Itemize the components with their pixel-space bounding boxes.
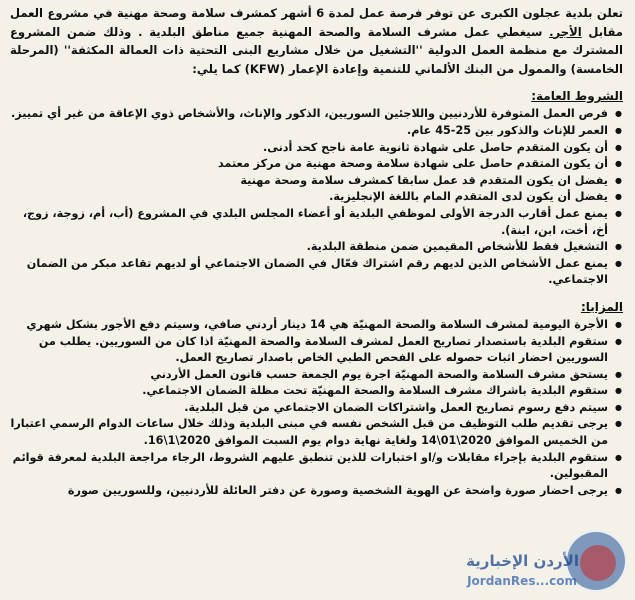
watermark-url: JordanRes...com xyxy=(467,574,577,588)
condition-item: ● يفضل ان يكون المتقدم قد عمل سابقا كمشرف سلامة وصحة مهنية xyxy=(10,173,623,190)
benefits-list xyxy=(10,317,623,500)
general-conditions-list xyxy=(10,106,623,289)
general-conditions-title: الشروط العامة: xyxy=(531,89,623,104)
condition-item: ● أن يكون المتقدم حاصل على شهادة ثانوية عامة ناجح كحد أدنى. xyxy=(10,140,623,157)
benefit-item: ● ستقوم البلدية باستصدار تصاريح العمل لمشرف السلامة والصحة المهنيّة اذا كان من السوريين. يطلب من السوريين احضار اثبات حصوله على الفحص الطبي الخاص باصدار تصاريح العمل. xyxy=(10,334,623,367)
benefit-item: ● يستحق مشرف السلامة والصحة المهنيّة اجرة يوم الجمعة حسب قانون العمل الأردني xyxy=(10,367,623,384)
condition-item: ● يفضل أن يكون لدى المتقدم المام باللغة الإنجليزية. xyxy=(10,189,623,206)
site-watermark xyxy=(461,532,629,596)
condition-item: ● التشغيل فقط للأشخاص المقيمين ضمن منطقة البلدية. xyxy=(10,239,623,256)
condition-item: ● يمنع عمل أقارب الدرجة الأولى لموظفي البلدية أو أعضاء المجلس البلدي في المشروع (أب، أم، زوجة، زوج، أخ، أخت، ابن، ابنة). xyxy=(10,206,623,239)
benefit-item: ● الأجرة اليومية لمشرف السلامة والصحة المهنيّة هي 14 دينار أردني صافي، وسيتم دفع الأجور بشكل شهري xyxy=(10,317,623,334)
condition-item: ● أن يكون المتقدم حاصل على شهادة سلامة وصحة مهنية من مركز معتمد xyxy=(10,156,623,173)
benefit-item: ● ستقوم البلدية باشراك مشرف السلامة والصحة المهنيّة تحت مظلة الضمان الاجتماعي. xyxy=(10,383,623,400)
benefit-item: ● يرجى احضار صورة واضحة عن الهوية الشخصية وصورة عن دفتر العائلة للأردنيين، وللسوريين صورة xyxy=(10,483,623,500)
intro-line-2: سيغطي عمل مشرف السلامة والصحة المهنية جميع مناطق البلدية . وذلك ضمن المشروع المشترك مع منظمة العمل الدولية ''التشغيل من خلال مشاريع البنى التحتية ذات العمالة المكثفة'' (المرحلة الخامسة) والممول من البنك الألماني للتنمية وإعادة الإعمار (KFW) كما يلي: xyxy=(10,24,623,76)
condition-item: ● يمنع عمل الأشخاص الذين لديهم رقم اشتراك فعّال في الضمان الاجتماعي أو لديهم تقاعد مبكر من الضمان الاجتماعي. xyxy=(10,256,623,289)
watermark-brand: الأردن الإخبارية xyxy=(466,552,579,570)
benefit-item: ● يرجى تقديم طلب التوظيف من قبل الشخص نفسه في مبنى البلدية وذلك خلال ساعات الدوام الرسمي اعتبارا من الخميس الموافق 2020\01\14 ولغاية نهاية دوام يوم السبت الموافق 2020\1\16. xyxy=(10,416,623,449)
condition-item: ● فرص العمل المتوفرة للأردنيين واللاجئين السوريين، الذكور والإناث، والأشخاص ذوي الإعاقة من غير أي تمييز. xyxy=(10,106,623,123)
watermark-logo-inner-icon xyxy=(580,545,616,581)
benefits-title: المزايا: xyxy=(580,299,623,314)
benefit-item: ● ستقوم البلدية بإجراء مقابلات و/او اختبارات للذين تنطبق عليهم الشروط، الرجاء مراجعة البلدية لمعرفة قوائم المقبولين. xyxy=(10,450,623,483)
intro-paragraph xyxy=(10,4,623,78)
intro-underlined-word: الأجر. xyxy=(549,24,582,39)
condition-item: ● العمر للإناث والذكور بين 25-45 عام. xyxy=(10,123,623,140)
benefit-item: ● سيتم دفع رسوم تصاريح العمل واشتراكات الضمان الاجتماعي من قبل البلدية. xyxy=(10,400,623,417)
intro-line-1: تعلن بلدية عجلون الكبرى عن توفر فرصة عمل لمدة 6 أشهر كمشرف سلامة وصحة مهنية في مشروع العمل مقابل xyxy=(10,6,623,39)
